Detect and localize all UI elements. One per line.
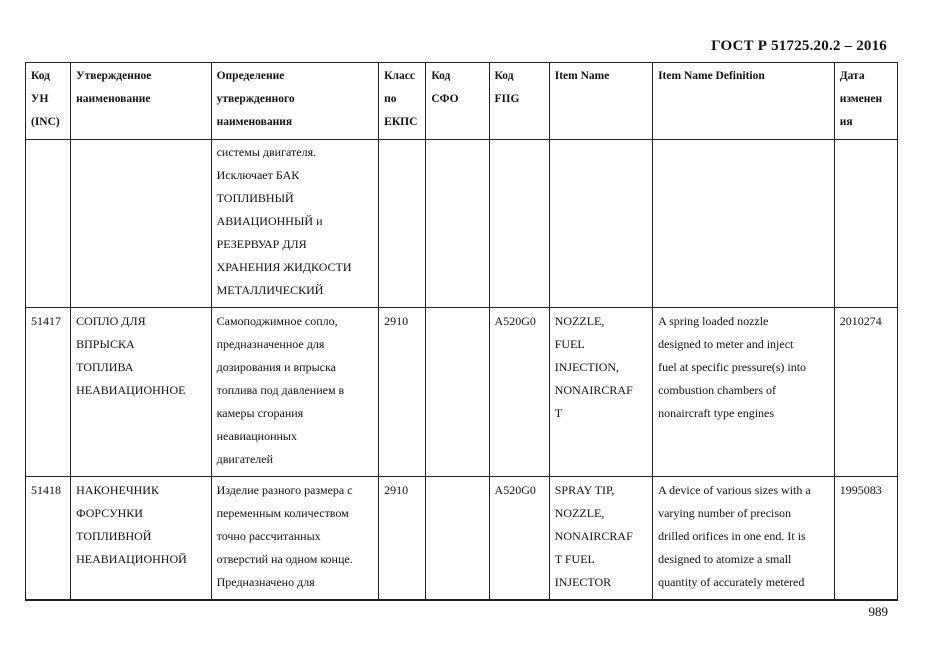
cell-item-name — [549, 140, 652, 308]
cell-class — [379, 140, 426, 308]
classification-table — [25, 62, 898, 601]
table-header-row — [26, 63, 898, 140]
col-header-fiig: Код FIIG — [489, 63, 549, 140]
cell-definition: системы двигателя. Исключает БАК ТОПЛИВНЫЙ АВИАЦИОННЫЙ и РЕЗЕРВУАР ДЛЯ ХРАНЕНИЯ ЖИДКОСТИ МЕТАЛЛИЧЕСКИЙ — [211, 140, 379, 308]
cell-class: 2910 — [379, 477, 426, 601]
cell-item-name: NOZZLE, FUEL INJECTION, NONAIRCRAF T — [549, 308, 652, 477]
cell-item-definition: A device of various sizes with a varying number of precison drilled orifices in one end. It is designed to atomize a small quantity of accurately metered — [653, 477, 835, 601]
document-standard-title: ГОСТ Р 51725.20.2 – 2016 — [711, 38, 887, 54]
col-header-inc: Код УН (INC) — [26, 63, 71, 140]
col-header-item-name: Item Name — [549, 63, 652, 140]
col-header-sfo: Код СФО — [426, 63, 489, 140]
cell-item-name: SPRAY TIP, NOZZLE, NONAIRCRAF T FUEL INJECTOR — [549, 477, 652, 601]
cell-inc — [26, 140, 71, 308]
cell-sfo — [426, 308, 489, 477]
cell-approved-name: СОПЛО ДЛЯ ВПРЫСКА ТОПЛИВА НЕАВИАЦИОННОЕ — [71, 308, 211, 477]
cell-sfo — [426, 140, 489, 308]
cell-date — [834, 140, 897, 308]
cell-definition: Изделие разного размера с переменным количеством точно рассчитанных отверстий на одном конце. Предназначено для — [211, 477, 379, 601]
cell-fiig — [489, 140, 549, 308]
cell-item-definition — [653, 140, 835, 308]
cell-inc: 51418 — [26, 477, 71, 601]
cell-sfo — [426, 477, 489, 601]
cell-date: 2010274 — [834, 308, 897, 477]
col-header-definition: Определение утвержденного наименования — [211, 63, 379, 140]
table-row — [26, 477, 898, 601]
cell-approved-name: НАКОНЕЧНИК ФОРСУНКИ ТОПЛИВНОЙ НЕАВИАЦИОННОЙ — [71, 477, 211, 601]
cell-fiig: A520G0 — [489, 308, 549, 477]
cell-date: 1995083 — [834, 477, 897, 601]
col-header-class: Класс по ЕКПС — [379, 63, 426, 140]
cell-approved-name — [71, 140, 211, 308]
cell-class: 2910 — [379, 308, 426, 477]
table-row — [26, 308, 898, 477]
col-header-item-definition: Item Name Definition — [653, 63, 835, 140]
table-row — [26, 140, 898, 308]
cell-item-definition: A spring loaded nozzle designed to meter and inject fuel at specific pressure(s) into combustion chambers of nonaircraft type engines — [653, 308, 835, 477]
page-number: 989 — [868, 604, 888, 619]
cell-definition: Самоподжимное сопло, предназначенное для дозирования и впрыска топлива под давлением в камеры сгорания неавиационных двигателей — [211, 308, 379, 477]
cell-inc: 51417 — [26, 308, 71, 477]
col-header-approved-name: Утвержденное наименование — [71, 63, 211, 140]
cell-fiig: A520G0 — [489, 477, 549, 601]
col-header-date: Дата изменен ия — [834, 63, 897, 140]
